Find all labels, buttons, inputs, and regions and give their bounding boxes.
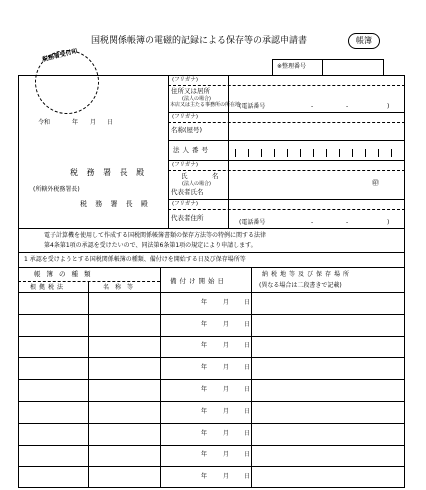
row-year: 年: [201, 364, 208, 372]
rep-phone-close: ): [387, 219, 390, 226]
row-month: 月: [223, 342, 230, 350]
row-day: 日: [244, 342, 251, 350]
row-day: 日: [244, 429, 251, 437]
date-year: 年: [72, 119, 79, 126]
row-month: 月: [223, 364, 230, 372]
rep-phone-dash2: -: [346, 219, 349, 226]
table-row[interactable]: [18, 379, 405, 401]
statement-line-1: 電子計算機を使用して作成する国税関係帳簿書類の保存方法等の特例に関する法律: [44, 232, 267, 239]
row-month: 月: [223, 298, 230, 306]
date-day: 日: [107, 119, 114, 126]
address-corp-note2: 本店又は主たる事務所の所在地: [170, 102, 241, 108]
row-day: 日: [244, 320, 251, 328]
name-label: 名称(屋号): [171, 126, 203, 134]
row-year: 年: [201, 429, 208, 437]
rep-phone-label: (電話番号: [239, 219, 266, 226]
row-day: 日: [244, 451, 251, 459]
row-day: 日: [244, 298, 251, 306]
table-row[interactable]: [18, 423, 405, 445]
table-row[interactable]: [18, 292, 405, 314]
corp-number-label: 法人番号: [173, 146, 211, 154]
tax-office-addressee: 税 務 署 長 殿: [70, 168, 148, 177]
address-phone-close: ): [387, 103, 390, 110]
row-day: 日: [244, 386, 251, 394]
row-day: 日: [244, 407, 251, 415]
address-phone-dash2: -: [346, 103, 349, 110]
table-row[interactable]: [18, 336, 405, 358]
address-phone-dash1: -: [311, 103, 314, 110]
seal-mark: ㊞: [372, 179, 379, 187]
table-row[interactable]: [18, 466, 405, 488]
row-year: 年: [201, 342, 208, 350]
row-year: 年: [201, 407, 208, 415]
col-storage-place-note: (異なる場合は二段書きで記載): [259, 282, 342, 289]
row-month: 月: [223, 407, 230, 415]
address-phone-label: (電話番号: [239, 103, 266, 110]
address-furigana-label: (フリガナ): [172, 77, 199, 83]
row-month: 月: [223, 429, 230, 437]
row-day: 日: [244, 364, 251, 372]
col-storage-place: 納税地等及び保存場所: [262, 271, 353, 278]
person-label-second: 名: [212, 172, 219, 180]
reception-stamp-label: 税務署受付印: [41, 47, 79, 64]
other-tax-office-note: (所轄外税務署長): [33, 186, 80, 193]
section-1-title: 1 承認を受けようとする国税関係帳簿の種類、備付けを開始する日及び保存場所等: [24, 256, 246, 263]
row-year: 年: [201, 298, 208, 306]
date-era: 令和: [38, 119, 51, 126]
page-title: 国税関係帳簿の電磁的記録による保存等の承認申請書: [91, 36, 308, 46]
col-tax-law: 根拠税法: [30, 284, 67, 291]
person-label-first: 氏: [181, 172, 188, 180]
corp-number-digits[interactable]: [228, 140, 405, 160]
col-start-date: 備付け開始日: [170, 277, 227, 285]
row-month: 月: [223, 473, 230, 481]
person-corp-note: (法人の場合): [182, 181, 211, 187]
table-row[interactable]: [18, 314, 405, 336]
rep-phone-dash1: -: [311, 219, 314, 226]
person-furigana-label: (フリガナ): [172, 162, 199, 168]
address-label: 住所又は居所: [171, 87, 210, 95]
name-furigana-label: (フリガナ): [172, 114, 199, 120]
rep-address-label: 代表者住所: [171, 214, 204, 222]
row-month: 月: [223, 451, 230, 459]
table-row[interactable]: [18, 357, 405, 379]
table-row[interactable]: [18, 445, 405, 467]
statement-line-2: 第4条第1項の承認を受けたいので、同法第6条第1項の規定により申請します。: [44, 242, 257, 249]
form-type-badge: 帳簿: [348, 33, 380, 49]
row-year: 年: [201, 473, 208, 481]
col-ledger-name: 名称等: [103, 284, 140, 291]
row-day: 日: [244, 473, 251, 481]
col-ledger-kind: 帳簿の種類: [34, 270, 97, 278]
table-row[interactable]: [18, 401, 405, 423]
row-year: 年: [201, 320, 208, 328]
date-month: 月: [90, 119, 97, 126]
row-month: 月: [223, 320, 230, 328]
other-tax-office-addressee: 税 務 署 長 殿: [80, 200, 151, 208]
row-year: 年: [201, 451, 208, 459]
rep-name-label: 代表者氏名: [171, 188, 204, 196]
reference-number-label: ※整理番号: [277, 63, 307, 70]
rep-address-furigana-label: (フリガナ): [172, 201, 199, 207]
address-corp-note: (法人の場合): [182, 96, 211, 102]
row-month: 月: [223, 386, 230, 394]
row-year: 年: [201, 386, 208, 394]
